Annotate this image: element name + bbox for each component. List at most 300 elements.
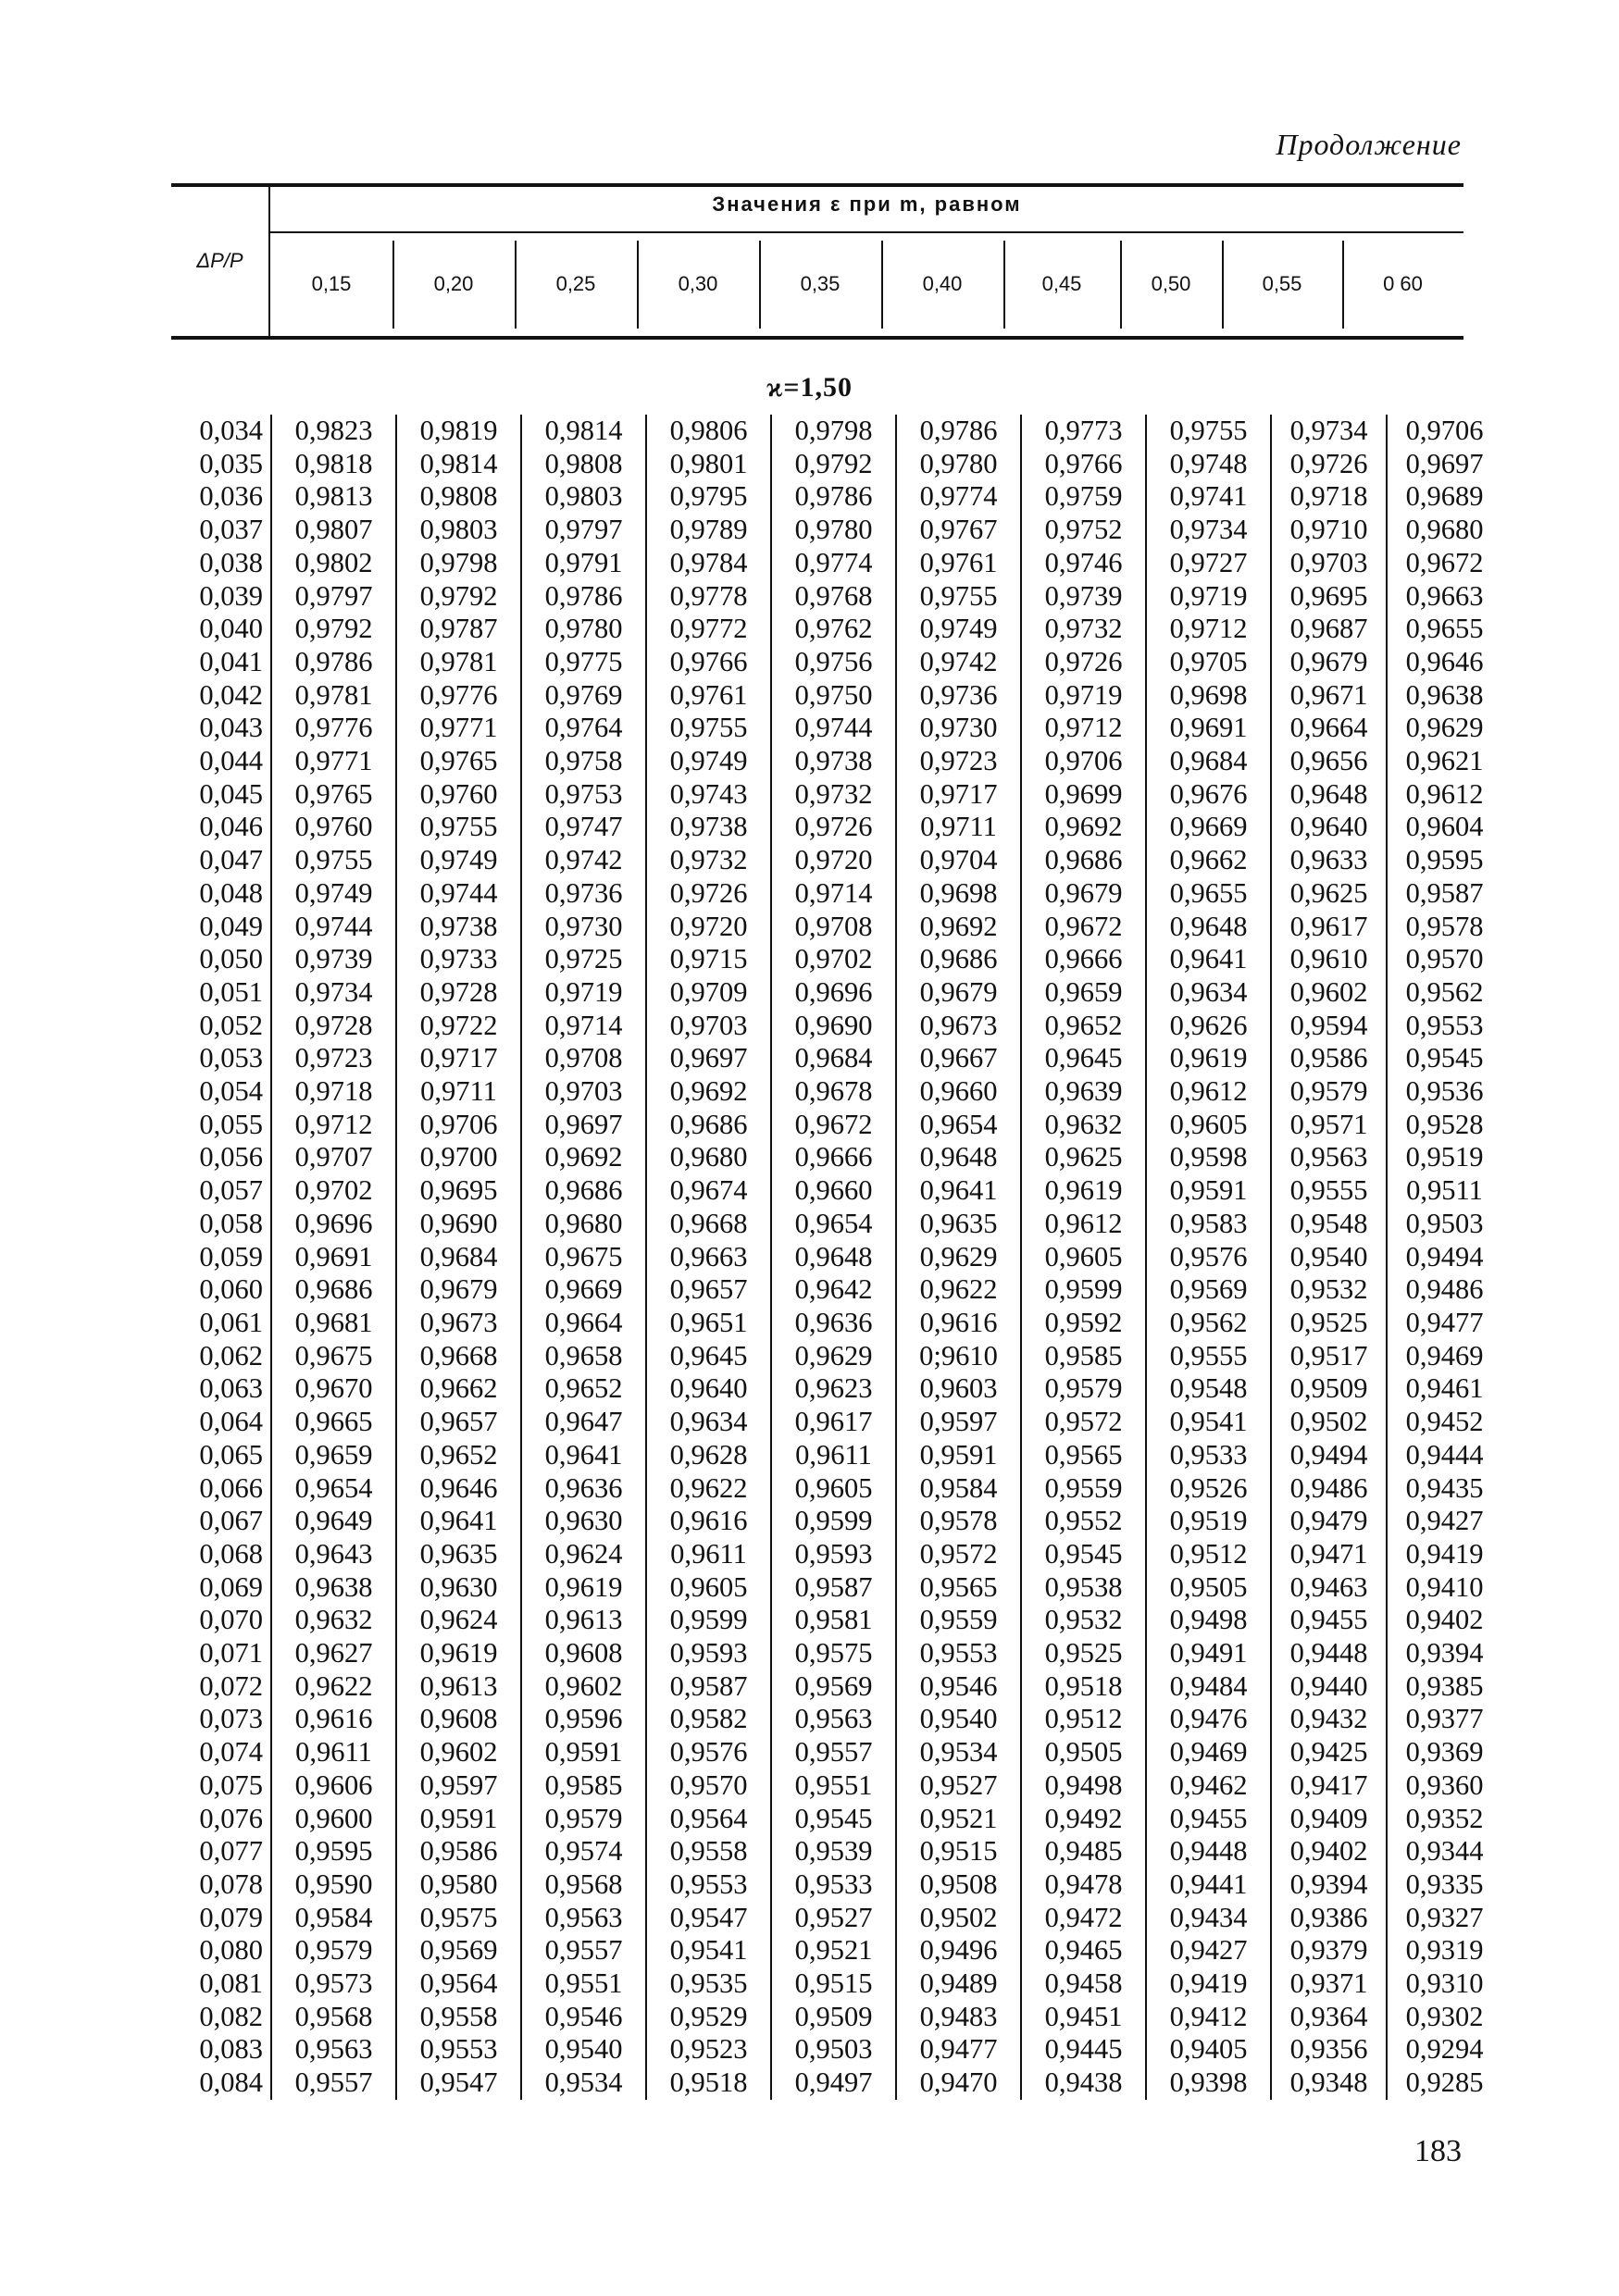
row-dp-value: 0,066: [199, 1471, 263, 1504]
table-cell: 0,9599: [1021, 1273, 1146, 1307]
table-cell: 0,9733: [396, 943, 521, 976]
table-cell: 0,9616: [896, 1307, 1021, 1340]
table-cell: 0,9502: [1271, 1406, 1387, 1439]
row-dp-value: 0,051: [199, 975, 263, 1008]
table-cell: 0,9759: [1021, 480, 1146, 514]
table-cell: 0,9626: [1146, 1010, 1271, 1043]
table-cell: 0,9781: [271, 679, 396, 713]
table-cell: 0,9440: [1271, 1670, 1387, 1704]
row-dp-value: 0,059: [199, 1240, 263, 1272]
table-cell: 0,9692: [1021, 811, 1146, 844]
table-cell: 0,9667: [896, 1042, 1021, 1075]
header-m-value: 0,50: [1151, 272, 1191, 295]
table-cell: 0,9786: [771, 480, 896, 514]
table-cell: 0,9394: [1387, 1637, 1501, 1670]
row-dp-value: 0,076: [199, 1802, 263, 1834]
row-dp-value: 0,050: [199, 943, 263, 975]
table-cell: 0,9695: [1271, 580, 1387, 614]
table-cell: 0,9717: [396, 1042, 521, 1075]
table-cell: 0,9659: [1021, 976, 1146, 1010]
row-dp-value: 0,038: [199, 546, 263, 578]
table-row: [167, 1835, 1501, 1868]
table-cell: 0,9761: [646, 679, 771, 713]
row-dp-value: 0,043: [199, 712, 263, 744]
header-m-value: 0,15: [311, 272, 352, 295]
table-cell: 0,9545: [771, 1803, 896, 1836]
row-dp-value: 0,083: [199, 2033, 263, 2066]
table-cell: 0,9645: [1021, 1042, 1146, 1075]
row-dp-value: 0,065: [199, 1438, 263, 1471]
table-cell: 0,9753: [521, 778, 646, 812]
table-cell: 0,9570: [646, 1769, 771, 1803]
table-cell: 0,9720: [646, 911, 771, 944]
table-cell: 0,9707: [271, 1141, 396, 1174]
table-cell: 0,9605: [1146, 1109, 1271, 1142]
header-column-divider: [1342, 241, 1344, 329]
table-cell: 0,9461: [1387, 1372, 1501, 1406]
table-cell: 0,9517: [1271, 1340, 1387, 1373]
table-cell: 0,9652: [521, 1372, 646, 1406]
table-cell: 0,9797: [521, 514, 646, 547]
table-cell: 0,9476: [1146, 1703, 1271, 1736]
table-cell: 0,9541: [1146, 1406, 1271, 1439]
table-cell: 0,9691: [271, 1241, 396, 1274]
table-cell: 0,9660: [771, 1174, 896, 1208]
row-dp-value: 0,064: [199, 1406, 263, 1438]
table-cell: 0,9744: [771, 712, 896, 745]
header-m-value: 0,30: [678, 272, 718, 295]
row-dp-value: 0,041: [199, 645, 263, 677]
table-cell: 0,9706: [396, 1109, 521, 1142]
table-cell: 0,9402: [1271, 1835, 1387, 1868]
table-row: [167, 1174, 1501, 1208]
table-cell: 0,9547: [396, 2066, 521, 2100]
table-cell: 0,9519: [1146, 1505, 1271, 1538]
table-row: [167, 844, 1501, 877]
table-cell: 0,9335: [1387, 1868, 1501, 1902]
table-cell: 0,9819: [396, 415, 521, 448]
table-cell: 0,9484: [1146, 1670, 1271, 1704]
table-cell: 0,9686: [521, 1174, 646, 1208]
table-cell: 0,9734: [1271, 415, 1387, 448]
table-cell: 0,9814: [396, 448, 521, 481]
table-cell: 0,9533: [771, 1868, 896, 1902]
table-cell: 0,9625: [1271, 877, 1387, 911]
table-cell: 0,9327: [1387, 1902, 1501, 1935]
table-cell: 0,9486: [1387, 1273, 1501, 1307]
table-cell: 0,9659: [271, 1439, 396, 1472]
table-cell: 0,9629: [896, 1241, 1021, 1274]
table-cell: 0,9569: [771, 1670, 896, 1704]
table-cell: 0,9669: [1146, 811, 1271, 844]
table-cell: 0,9750: [771, 679, 896, 713]
table-cell: 0,9546: [896, 1670, 1021, 1704]
table-cell: 0,9741: [1146, 480, 1271, 514]
table-cell: 0,9584: [896, 1472, 1021, 1506]
table-cell: 0,9593: [771, 1538, 896, 1571]
row-dp-value: 0,053: [199, 1042, 263, 1074]
table-cell: 0,9575: [771, 1637, 896, 1670]
header-m-value: 0,45: [1041, 272, 1082, 295]
table-row: [167, 1538, 1501, 1571]
table-cell: 0,9535: [646, 1967, 771, 2001]
table-cell: 0,9638: [271, 1571, 396, 1605]
table-cell: 0,9534: [896, 1736, 1021, 1769]
table-cell: 0,9666: [1021, 943, 1146, 976]
table-cell: 0,9602: [396, 1736, 521, 1769]
table-cell: 0,9604: [1387, 811, 1501, 844]
table-cell: 0,9641: [896, 1174, 1021, 1208]
table-cell: 0,9734: [271, 976, 396, 1010]
table-cell: 0,9778: [646, 580, 771, 614]
table-cell: 0,9444: [1387, 1439, 1501, 1472]
row-dp-value: 0,052: [199, 1009, 263, 1041]
table-cell: 0,9562: [1146, 1307, 1271, 1340]
table-cell: 0,9472: [1021, 1902, 1146, 1935]
table-cell: 0,9776: [396, 679, 521, 713]
table-cell: 0,9647: [521, 1406, 646, 1439]
table-cell: 0,9708: [771, 911, 896, 944]
table-row: [167, 448, 1501, 481]
table-cell: 0,9818: [271, 448, 396, 481]
table-row: [167, 712, 1501, 745]
table-cell: 0,9703: [521, 1075, 646, 1109]
table-cell: 0,9623: [771, 1372, 896, 1406]
row-dp-value: 0,037: [199, 514, 263, 546]
table-cell: 0,9657: [396, 1406, 521, 1439]
table-cell: 0,9742: [896, 646, 1021, 679]
table-cell: 0,9463: [1271, 1571, 1387, 1605]
header-m-value: 0,40: [922, 272, 963, 295]
table-cell: 0,9806: [646, 415, 771, 448]
table-cell: 0,9787: [396, 613, 521, 646]
table-cell: 0,9718: [271, 1075, 396, 1109]
row-dp-value: 0,036: [199, 480, 263, 513]
table-cell: 0,9592: [1021, 1307, 1146, 1340]
table-row: [167, 580, 1501, 614]
table-cell: 0,9625: [1021, 1141, 1146, 1174]
header-column-divider: [637, 241, 639, 329]
row-dp-value: 0,057: [199, 1174, 263, 1207]
table-cell: 0,9575: [396, 1902, 521, 1935]
table-cell: 0,9765: [271, 778, 396, 812]
table-cell: 0,9655: [1146, 877, 1271, 911]
table-cell: 0,9458: [1021, 1967, 1146, 2001]
table-cell: 0,9705: [1146, 646, 1271, 679]
table-row: [167, 646, 1501, 679]
table-cell: 0,9671: [1271, 679, 1387, 713]
table-cell: 0,9594: [1271, 1010, 1387, 1043]
table-cell: 0,9528: [1387, 1109, 1501, 1142]
table-cell: 0,9746: [1021, 547, 1146, 580]
table-cell: 0,9761: [896, 547, 1021, 580]
header-column-divider: [881, 241, 883, 329]
table-cell: 0,9654: [771, 1208, 896, 1241]
table-cell: 0,9823: [271, 415, 396, 448]
table-cell: 0,9578: [896, 1505, 1021, 1538]
table-cell: 0,9518: [646, 2066, 771, 2100]
table-cell: 0,9765: [396, 745, 521, 778]
table-cell: 0,9579: [521, 1803, 646, 1836]
table-cell: 0,9621: [1387, 745, 1501, 778]
data-table-body: [167, 415, 1501, 2100]
table-cell: 0,9739: [271, 943, 396, 976]
table-cell: 0,9425: [1271, 1736, 1387, 1769]
table-cell: 0,9559: [1021, 1472, 1146, 1506]
table-cell: 0,9672: [1387, 547, 1501, 580]
table-cell: 0,9595: [1387, 844, 1501, 877]
table-cell: 0,9608: [521, 1637, 646, 1670]
table-cell: 0,9562: [1387, 976, 1501, 1010]
row-dp-value: 0,078: [199, 1868, 263, 1900]
row-dp-value: 0,061: [199, 1306, 263, 1338]
table-cell: 0,9775: [521, 646, 646, 679]
table-cell: 0,9565: [1021, 1439, 1146, 1472]
table-cell: 0,9605: [771, 1472, 896, 1506]
table-cell: 0,9591: [521, 1736, 646, 1769]
table-cell: 0,9678: [771, 1075, 896, 1109]
table-cell: 0,9802: [271, 547, 396, 580]
table-cell: 0,9525: [1021, 1637, 1146, 1670]
table-cell: 0,9732: [646, 844, 771, 877]
table-cell: 0,9551: [521, 1967, 646, 2001]
table-cell: 0,9512: [1021, 1703, 1146, 1736]
table-cell: 0,9591: [396, 1803, 521, 1836]
table-cell: 0,9747: [521, 811, 646, 844]
table-cell: 0,9586: [1271, 1042, 1387, 1075]
table-cell: 0,9641: [1146, 943, 1271, 976]
table-cell: 0,9672: [1021, 911, 1146, 944]
table-row: [167, 943, 1501, 976]
table-cell: 0,9696: [771, 976, 896, 1010]
row-dp-value: 0,081: [199, 1967, 263, 2000]
table-cell: 0,9541: [646, 1934, 771, 1967]
table-cell: 0,9319: [1387, 1934, 1501, 1967]
table-cell: 0,9634: [646, 1406, 771, 1439]
table-cell: 0,9797: [271, 580, 396, 614]
table-cell: 0,9662: [396, 1372, 521, 1406]
table-cell: 0,9755: [1146, 415, 1271, 448]
table-cell: 0,9706: [1021, 745, 1146, 778]
table-cell: 0,9776: [271, 712, 396, 745]
table-cell: 0,9708: [521, 1042, 646, 1075]
header-m-value: 0 60: [1383, 272, 1423, 295]
table-cell: 0,9738: [646, 811, 771, 844]
table-cell: 0,9612: [1146, 1075, 1271, 1109]
table-row: [167, 1010, 1501, 1043]
table-cell: 0;9610: [896, 1340, 1021, 1373]
table-row: [167, 778, 1501, 812]
table-cell: 0,9569: [396, 1934, 521, 1967]
table-cell: 0,9578: [1387, 911, 1501, 944]
table-cell: 0,9379: [1271, 1934, 1387, 1967]
table-cell: 0,9527: [896, 1769, 1021, 1803]
table-cell: 0,9697: [1387, 448, 1501, 481]
table-cell: 0,9521: [896, 1803, 1021, 1836]
row-dp-value: 0,074: [199, 1736, 263, 1769]
table-cell: 0,9608: [396, 1703, 521, 1736]
table-row: [167, 480, 1501, 514]
table-cell: 0,9595: [271, 1835, 396, 1868]
table-cell: 0,9568: [521, 1868, 646, 1902]
table-row: [167, 1703, 1501, 1736]
row-dp-value: 0,045: [199, 777, 263, 810]
table-row: [167, 1042, 1501, 1075]
table-cell: 0,9730: [521, 911, 646, 944]
table-cell: 0,9681: [271, 1307, 396, 1340]
table-cell: 0,9646: [396, 1472, 521, 1506]
table-cell: 0,9553: [646, 1868, 771, 1902]
table-row: [167, 1307, 1501, 1340]
table-cell: 0,9640: [1271, 811, 1387, 844]
table-cell: 0,9599: [646, 1604, 771, 1637]
row-dp-value: 0,079: [199, 1901, 263, 1933]
table-cell: 0,9680: [1387, 514, 1501, 547]
continuation-label: Продолжение: [1276, 128, 1462, 161]
table-row: [167, 613, 1501, 646]
table-row: [167, 1934, 1501, 1967]
table-cell: 0,9610: [1271, 943, 1387, 976]
table-cell: 0,9568: [271, 2001, 396, 2034]
table-cell: 0,9755: [271, 844, 396, 877]
table-cell: 0,9386: [1271, 1902, 1387, 1935]
table-cell: 0,9617: [1271, 911, 1387, 944]
table-cell: 0,9663: [1387, 580, 1501, 614]
table-cell: 0,9723: [896, 745, 1021, 778]
table-cell: 0,9352: [1387, 1803, 1501, 1836]
table-cell: 0,9798: [771, 415, 896, 448]
table-cell: 0,9722: [396, 1010, 521, 1043]
table-cell: 0,9697: [646, 1042, 771, 1075]
table-cell: 0,9652: [1021, 1010, 1146, 1043]
table-cell: 0,9455: [1271, 1604, 1387, 1637]
table-cell: 0,9738: [396, 911, 521, 944]
table-cell: 0,9616: [271, 1703, 396, 1736]
table-cell: 0,9417: [1271, 1769, 1387, 1803]
table-cell: 0,9719: [521, 976, 646, 1010]
table-cell: 0,9792: [396, 580, 521, 614]
table-cell: 0,9786: [896, 415, 1021, 448]
table-cell: 0,9744: [396, 877, 521, 911]
table-cell: 0,9505: [1146, 1571, 1271, 1605]
row-dp-value: 0,034: [199, 415, 263, 446]
table-cell: 0,9571: [1271, 1109, 1387, 1142]
table-row: [167, 1571, 1501, 1605]
table-cell: 0,9591: [1146, 1174, 1271, 1208]
table-row: [167, 2033, 1501, 2066]
table-cell: 0,9692: [896, 911, 1021, 944]
table-cell: 0,9771: [396, 712, 521, 745]
table-cell: 0,9728: [396, 976, 521, 1010]
table-cell: 0,9576: [1146, 1241, 1271, 1274]
table-cell: 0,9505: [1021, 1736, 1146, 1769]
table-cell: 0,9663: [646, 1241, 771, 1274]
table-cell: 0,9732: [1021, 613, 1146, 646]
table-cell: 0,9807: [271, 514, 396, 547]
table-cell: 0,9515: [771, 1967, 896, 2001]
table-cell: 0,9720: [771, 844, 896, 877]
table-cell: 0,9743: [646, 778, 771, 812]
table-cell: 0,9712: [271, 1109, 396, 1142]
table-cell: 0,9527: [771, 1902, 896, 1935]
table-row: [167, 1472, 1501, 1506]
table-cell: 0,9771: [271, 745, 396, 778]
table-cell: 0,9503: [771, 2033, 896, 2066]
table-cell: 0,9624: [521, 1538, 646, 1571]
data-table: [167, 415, 1501, 2100]
row-dp-value: 0,048: [199, 876, 263, 909]
table-cell: 0,9622: [271, 1670, 396, 1704]
table-cell: 0,9648: [896, 1141, 1021, 1174]
table-cell: 0,9479: [1271, 1505, 1387, 1538]
table-cell: 0,9748: [1146, 448, 1271, 481]
table-cell: 0,9774: [896, 480, 1021, 514]
table-cell: 0,9294: [1387, 2033, 1501, 2066]
table-cell: 0,9711: [396, 1075, 521, 1109]
table-cell: 0,9586: [396, 1835, 521, 1868]
table-cell: 0,9658: [521, 1340, 646, 1373]
header-dp-label: ΔP/P: [196, 248, 243, 272]
table-row: [167, 1241, 1501, 1274]
table-cell: 0,9673: [896, 1010, 1021, 1043]
table-cell: 0,9494: [1271, 1439, 1387, 1472]
table-cell: 0,9540: [521, 2033, 646, 2066]
table-cell: 0,9538: [1021, 1571, 1146, 1605]
row-dp-value: 0,073: [199, 1703, 263, 1735]
table-cell: 0,9736: [521, 877, 646, 911]
table-row: [167, 745, 1501, 778]
table-cell: 0,9670: [271, 1372, 396, 1406]
table-cell: 0,9633: [1271, 844, 1387, 877]
table-cell: 0,9645: [646, 1340, 771, 1373]
table-cell: 0,9703: [1271, 547, 1387, 580]
table-row: [167, 976, 1501, 1010]
table-cell: 0,9602: [1271, 976, 1387, 1010]
table-cell: 0,9760: [271, 811, 396, 844]
table-cell: 0,9808: [396, 480, 521, 514]
table-cell: 0,9587: [771, 1571, 896, 1605]
table-cell: 0,9726: [771, 811, 896, 844]
table-row: [167, 811, 1501, 844]
table-cell: 0,9668: [396, 1340, 521, 1373]
table-cell: 0,9622: [896, 1273, 1021, 1307]
table-cell: 0,9711: [896, 811, 1021, 844]
table-cell: 0,9491: [1146, 1637, 1271, 1670]
table-cell: 0,9519: [1387, 1141, 1501, 1174]
table-row: [167, 1902, 1501, 1935]
table-cell: 0,9690: [396, 1208, 521, 1241]
table-cell: 0,9690: [771, 1010, 896, 1043]
table-cell: 0,9539: [771, 1835, 896, 1868]
page-number: 183: [1414, 2134, 1462, 2168]
table-cell: 0,9801: [646, 448, 771, 481]
table-cell: 0,9755: [646, 712, 771, 745]
table-cell: 0,9512: [1146, 1538, 1271, 1571]
table-cell: 0,9497: [771, 2066, 896, 2100]
table-cell: 0,9469: [1146, 1736, 1271, 1769]
table-cell: 0,9710: [1271, 514, 1387, 547]
table-cell: 0,9706: [1387, 415, 1501, 448]
table-cell: 0,9613: [521, 1604, 646, 1637]
table-cell: 0,9348: [1271, 2066, 1387, 2100]
table-cell: 0,9564: [396, 1967, 521, 2001]
table-cell: 0,9477: [896, 2033, 1021, 2066]
table-cell: 0,9649: [271, 1505, 396, 1538]
table-cell: 0,9680: [521, 1208, 646, 1241]
table-cell: 0,9679: [396, 1273, 521, 1307]
table-cell: 0,9448: [1146, 1835, 1271, 1868]
header-m-value: 0,25: [555, 272, 596, 295]
